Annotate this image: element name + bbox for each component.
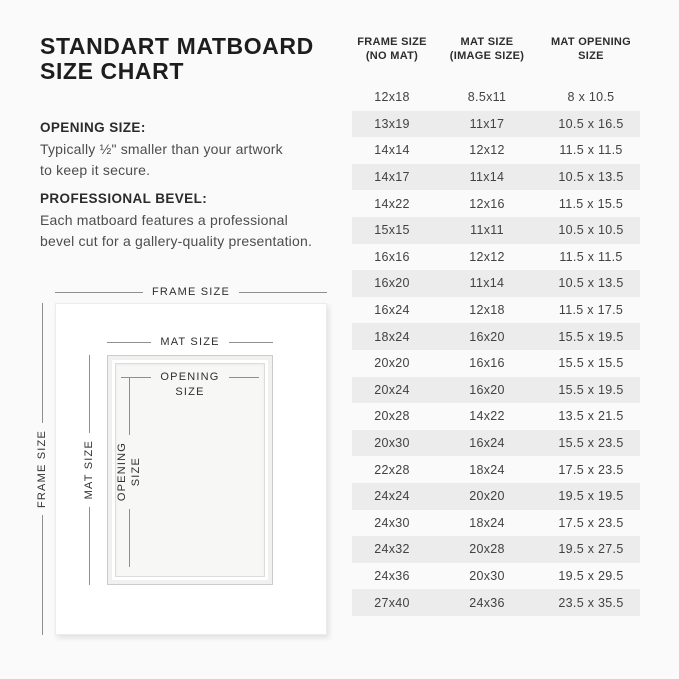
measure-line (229, 377, 259, 378)
measure-line (239, 292, 327, 293)
table-row (352, 456, 640, 483)
page-title-line1: STANDART MATBOARD (40, 33, 314, 59)
opening-size-label-vertical-line1: OPENING (116, 442, 128, 502)
frame-size-label: FRAME SIZE (152, 286, 231, 298)
professional-bevel-text-line1: Each matboard features a professional (40, 212, 288, 228)
table-row (352, 270, 640, 297)
professional-bevel-text-line2: bevel cut for a gallery-quality presentation. (40, 232, 313, 249)
column-header-frame-size: FRAME SIZE (NO MAT) (357, 36, 427, 62)
mat-opening-size-cell: 19.5 x 29.5 (558, 568, 624, 583)
size-table-body (352, 84, 640, 616)
page-title (40, 34, 314, 84)
column-header-mat-opening-size: MAT OPENING SIZE (550, 36, 632, 62)
frame-size-cell: 20x28 (374, 409, 410, 424)
measure-line (89, 355, 90, 433)
mat-size-label-vertical: MAT SIZE (83, 440, 95, 500)
mat-size-cell: 11x11 (470, 223, 504, 238)
frame-size-cell: 14x17 (374, 170, 410, 185)
mat-size-cell: 16x20 (469, 382, 505, 397)
mat-size-cell: 16x16 (469, 356, 505, 371)
mat-opening-size-cell: 15.5 x 19.5 (558, 329, 624, 344)
frame-size-cell: 20x20 (374, 356, 410, 371)
measure-line (42, 515, 43, 635)
mat-opening-size-cell: 17.5 x 23.5 (558, 515, 624, 530)
mat-size-cell: 18x24 (469, 462, 505, 477)
mat-opening-size-cell: 17.5 x 23.5 (558, 462, 624, 477)
frame-size-cell: 24x32 (374, 542, 410, 557)
table-row (352, 111, 640, 138)
mat-size-measure-vertical (82, 355, 96, 585)
opening-size-label-line2: SIZE (175, 386, 205, 398)
table-row (352, 563, 640, 590)
mat-size-cell: 16x24 (469, 436, 505, 451)
table-row (352, 350, 640, 377)
mat-size-cell: 14x22 (469, 409, 505, 424)
frame-size-cell: 12x18 (374, 90, 410, 105)
measure-line (129, 377, 130, 435)
table-row (352, 137, 640, 164)
mat-size-cell: 8.5x11 (467, 90, 507, 105)
opening-size-label-vertical-line2: SIZE (130, 457, 142, 487)
mat-size-cell: 20x30 (469, 568, 505, 583)
mat-size-cell: 20x28 (469, 542, 505, 557)
table-row (352, 297, 640, 324)
frame-size-label-vertical: FRAME SIZE (36, 430, 48, 509)
mat-size-label: MAT SIZE (160, 336, 220, 348)
frame-size-cell: 22x28 (374, 462, 410, 477)
frame-size-cell: 13x19 (374, 116, 410, 131)
frame-size-cell: 16x16 (374, 249, 410, 264)
mat-opening-size-cell: 10.5 x 13.5 (558, 276, 624, 291)
opening-size-text-line1: Typically ½" smaller than your artwork (40, 141, 283, 157)
frame-size-cell: 16x24 (374, 303, 410, 318)
mat-size-cell: 12x12 (469, 249, 505, 264)
mat-size-cell: 18x24 (469, 515, 505, 530)
frame-size-cell: 15x15 (374, 223, 410, 238)
mat-opening-size-cell: 11.5 x 11.5 (559, 143, 623, 158)
frame-size-cell: 24x30 (374, 515, 410, 530)
professional-bevel-section (40, 191, 340, 251)
frame-size-measure-horizontal (55, 286, 327, 298)
frame-size-cell: 27x40 (374, 595, 410, 610)
table-row (352, 84, 640, 111)
frame-size-cell: 24x24 (374, 489, 410, 504)
mat-size-cell: 12x16 (469, 196, 505, 211)
table-row (352, 536, 640, 563)
page-title-line2: SIZE CHART (40, 58, 184, 84)
size-table-header (352, 36, 640, 63)
frame-size-cell: 14x22 (374, 196, 410, 211)
table-row (352, 430, 640, 457)
table-row (352, 244, 640, 271)
mat-opening-size-cell: 19.5 x 27.5 (558, 542, 624, 557)
mat-size-cell: 24x36 (469, 595, 505, 610)
mat-opening-size-cell: 13.5 x 21.5 (558, 409, 624, 424)
measure-line (42, 303, 43, 423)
mat-opening-size-cell: 15.5 x 23.5 (558, 436, 624, 451)
mat-size-measure-horizontal (107, 336, 273, 348)
opening-size-text-line2: to keep it secure. (40, 161, 151, 178)
frame-size-cell: 16x20 (374, 276, 410, 291)
opening-size-measure-vertical (115, 377, 143, 567)
mat-opening-size-cell: 10.5 x 10.5 (558, 223, 624, 238)
measure-line (229, 342, 273, 343)
frame-size-cell: 18x24 (374, 329, 410, 344)
frame-size-cell: 20x30 (374, 436, 410, 451)
table-row (352, 323, 640, 350)
professional-bevel-heading: PROFESSIONAL BEVEL: (40, 191, 208, 206)
mat-opening-size-cell: 10.5 x 16.5 (558, 116, 624, 131)
mat-size-cell: 11x17 (469, 116, 505, 131)
mat-opening-size-cell: 11.5 x 15.5 (558, 196, 624, 211)
measure-line (107, 342, 151, 343)
table-row (352, 483, 640, 510)
table-row (352, 510, 640, 537)
mat-opening-size-cell: 15.5 x 19.5 (558, 382, 624, 397)
table-row (352, 377, 640, 404)
mat-opening-size-cell: 11.5 x 17.5 (558, 303, 624, 318)
frame-size-cell: 14x14 (374, 143, 410, 158)
mat-size-cell: 16x20 (469, 329, 505, 344)
table-row (352, 217, 640, 244)
frame-size-cell: 24x36 (374, 568, 410, 583)
table-row (352, 589, 640, 616)
mat-size-cell: 11x14 (469, 276, 505, 291)
mat-size-cell: 12x12 (469, 143, 505, 158)
column-header-mat-size: MAT SIZE (IMAGE SIZE) (449, 36, 525, 62)
mat-size-cell: 12x18 (469, 303, 505, 318)
measure-line (89, 507, 90, 585)
mat-opening-size-cell: 11.5 x 11.5 (559, 249, 623, 264)
table-row (352, 164, 640, 191)
mat-opening-size-cell: 19.5 x 19.5 (558, 489, 624, 504)
measure-line (55, 292, 143, 293)
frame-size-cell: 20x24 (374, 382, 410, 397)
mat-opening-size-cell: 23.5 x 35.5 (558, 595, 624, 610)
opening-size-heading: OPENING SIZE: (40, 120, 146, 135)
frame-size-measure-vertical (35, 303, 49, 635)
opening-size-section (40, 120, 340, 180)
table-row (352, 403, 640, 430)
mat-opening-size-cell: 10.5 x 13.5 (558, 170, 624, 185)
measure-line (129, 509, 130, 567)
mat-opening-size-cell: 8 x 10.5 (567, 90, 615, 105)
table-row (352, 190, 640, 217)
mat-size-cell: 11x14 (469, 170, 505, 185)
mat-opening-size-cell: 15.5 x 15.5 (558, 356, 624, 371)
opening-size-label-line1: OPENING (160, 371, 220, 383)
mat-size-cell: 20x20 (469, 489, 505, 504)
